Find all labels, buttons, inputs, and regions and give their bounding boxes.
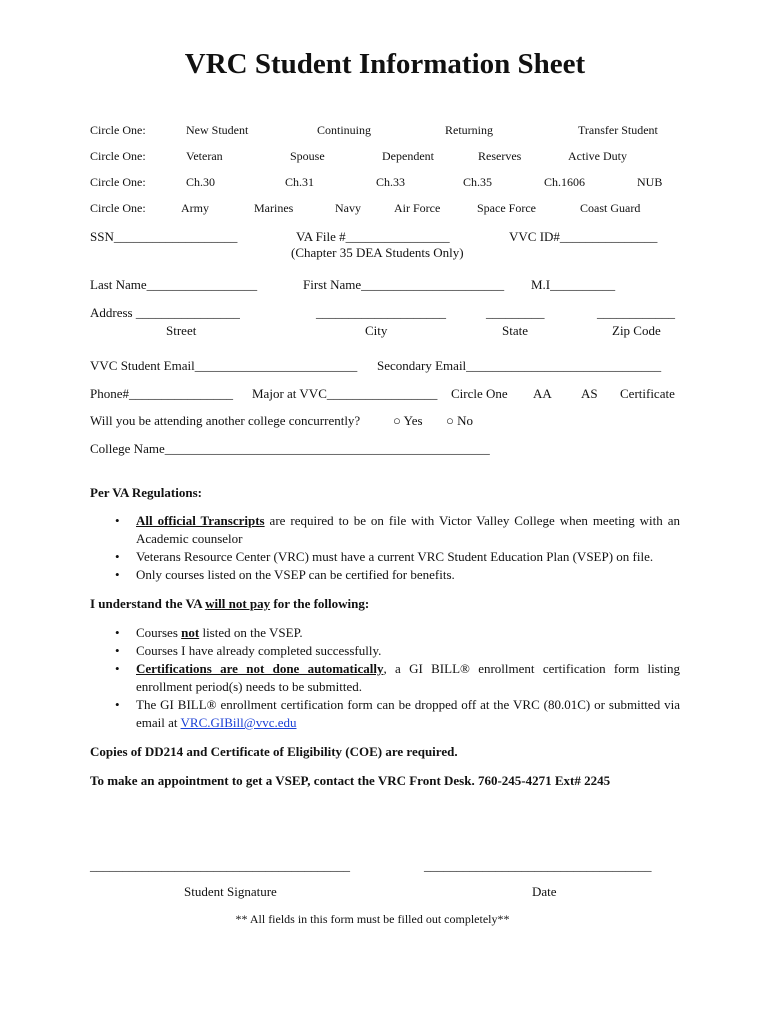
option-marines[interactable]: Marines	[254, 201, 294, 215]
state-label: State	[502, 323, 528, 338]
option-navy[interactable]: Navy	[335, 201, 361, 215]
option-as[interactable]: AS	[581, 386, 598, 401]
zip-field[interactable]: ____________	[597, 305, 675, 320]
option-space-force[interactable]: Space Force	[477, 201, 536, 215]
certifications-emphasis: Certifications are not done automatically	[136, 661, 384, 676]
list-item-text: are required to be on file with Victor Valley College when meeting with an Academic counselor	[136, 513, 680, 546]
dea-note: (Chapter 35 DEA Students Only)	[291, 245, 464, 260]
middle-initial-field[interactable]: M.I__________	[531, 277, 616, 292]
ssn-field[interactable]: SSN___________________	[90, 229, 238, 244]
option-ch35[interactable]: Ch.35	[463, 175, 493, 189]
list-item-text: Only courses listed on the VSEP can be certified for benefits.	[136, 567, 455, 582]
row-label: Circle One:	[90, 175, 146, 189]
list-item	[112, 696, 680, 732]
not-pay-heading	[90, 596, 369, 612]
option-coast-guard[interactable]: Coast Guard	[580, 201, 641, 215]
option-ch1606[interactable]: Ch.1606	[544, 175, 586, 189]
list-item	[112, 512, 680, 548]
list-item-text: The GI BILL® enrollment certification form can be dropped off at the VRC (80.01C) or submitted via email at	[136, 697, 680, 730]
list-item-text: Veterans Resource Center (VRC) must have a current VRC Student Education Plan (VSEP) on file.	[136, 549, 654, 564]
row-label: Circle One:	[90, 201, 146, 215]
footer-note: ** All fields in this form must be filled out completely**	[235, 912, 510, 926]
date-line[interactable]: ___________________________________	[424, 858, 652, 873]
last-name-field[interactable]: Last Name_________________	[90, 277, 258, 292]
email-link[interactable]: VRC.GIBill@vvc.edu	[180, 715, 297, 730]
copies-note: Copies of DD214 and Certificate of Eligibility (COE) are required.	[90, 744, 458, 759]
degree-circle-label: Circle One	[451, 386, 508, 401]
street-label: Street	[166, 323, 197, 338]
heading-emphasis: will not pay	[205, 596, 271, 611]
phone-field[interactable]: Phone#________________	[90, 386, 233, 401]
option-ch33[interactable]: Ch.33	[376, 175, 406, 189]
row-label: Circle One:	[90, 123, 146, 137]
option-certificate[interactable]: Certificate	[620, 386, 675, 401]
not-pay-list	[112, 624, 680, 732]
concurrent-question: Will you be attending another college concurrently?	[90, 413, 361, 428]
signature-line[interactable]: ________________________________________	[90, 858, 350, 873]
no-radio[interactable]: ○ No	[446, 413, 473, 428]
address-field[interactable]: Address ________________	[90, 305, 240, 320]
date-label: Date	[532, 884, 557, 899]
list-item	[112, 660, 680, 696]
row-label: Circle One:	[90, 149, 146, 163]
option-active-duty[interactable]: Active Duty	[568, 149, 627, 163]
option-spouse[interactable]: Spouse	[290, 149, 325, 163]
option-dependent[interactable]: Dependent	[382, 149, 434, 163]
option-continuing[interactable]: Continuing	[317, 123, 372, 137]
option-new-student[interactable]: New Student	[186, 123, 249, 137]
heading-text: for the following:	[270, 596, 370, 611]
option-transfer-student[interactable]: Transfer Student	[578, 123, 658, 137]
option-ch30[interactable]: Ch.30	[186, 175, 216, 189]
state-field[interactable]: _________	[486, 305, 545, 320]
option-ch31[interactable]: Ch.31	[285, 175, 315, 189]
college-name-field[interactable]: College Name__________________________________________________	[90, 441, 490, 456]
option-army[interactable]: Army	[181, 201, 209, 215]
major-field[interactable]: Major at VVC_________________	[252, 386, 438, 401]
first-name-field[interactable]: First Name______________________	[303, 277, 505, 292]
list-item	[112, 624, 680, 642]
transcripts-emphasis: All official Transcripts	[136, 513, 265, 528]
city-field[interactable]: ____________________	[316, 305, 446, 320]
city-label: City	[365, 323, 388, 338]
option-reserves[interactable]: Reserves	[478, 149, 522, 163]
option-veteran[interactable]: Veteran	[186, 149, 223, 163]
list-item	[112, 548, 680, 566]
list-item	[112, 642, 680, 660]
list-item-text: , a GI BILL® enrollment certification form listing enrollment period(s) needs to be submitted.	[136, 661, 681, 694]
list-item-text: listed on the VSEP.	[199, 625, 303, 640]
list-item-text: Courses	[136, 625, 182, 640]
regulations-list	[112, 512, 680, 584]
yes-radio[interactable]: ○ Yes	[393, 413, 423, 428]
secondary-email-field[interactable]: Secondary Email______________________________	[377, 358, 662, 373]
appointment-note: To make an appointment to get a VSEP, contact the VRC Front Desk. 760-245-4271 Ext# 2245	[90, 773, 611, 788]
va-file-field[interactable]: VA File #________________	[296, 229, 450, 244]
option-returning[interactable]: Returning	[445, 123, 493, 137]
vvc-email-field[interactable]: VVC Student Email_________________________	[90, 358, 358, 373]
option-air-force[interactable]: Air Force	[394, 201, 441, 215]
list-item	[112, 566, 680, 584]
option-aa[interactable]: AA	[533, 386, 552, 401]
not-emphasis: not	[181, 625, 200, 640]
vvc-id-field[interactable]: VVC ID#_______________	[509, 229, 658, 244]
option-nub[interactable]: NUB	[637, 175, 663, 189]
page-title: VRC Student Information Sheet	[184, 48, 586, 80]
zip-label: Zip Code	[612, 323, 661, 338]
student-signature-label: Student Signature	[184, 884, 277, 899]
regulations-heading: Per VA Regulations:	[90, 485, 202, 500]
list-item-text: Courses I have already completed successfully.	[136, 643, 382, 658]
heading-text: I understand the VA	[90, 596, 206, 611]
